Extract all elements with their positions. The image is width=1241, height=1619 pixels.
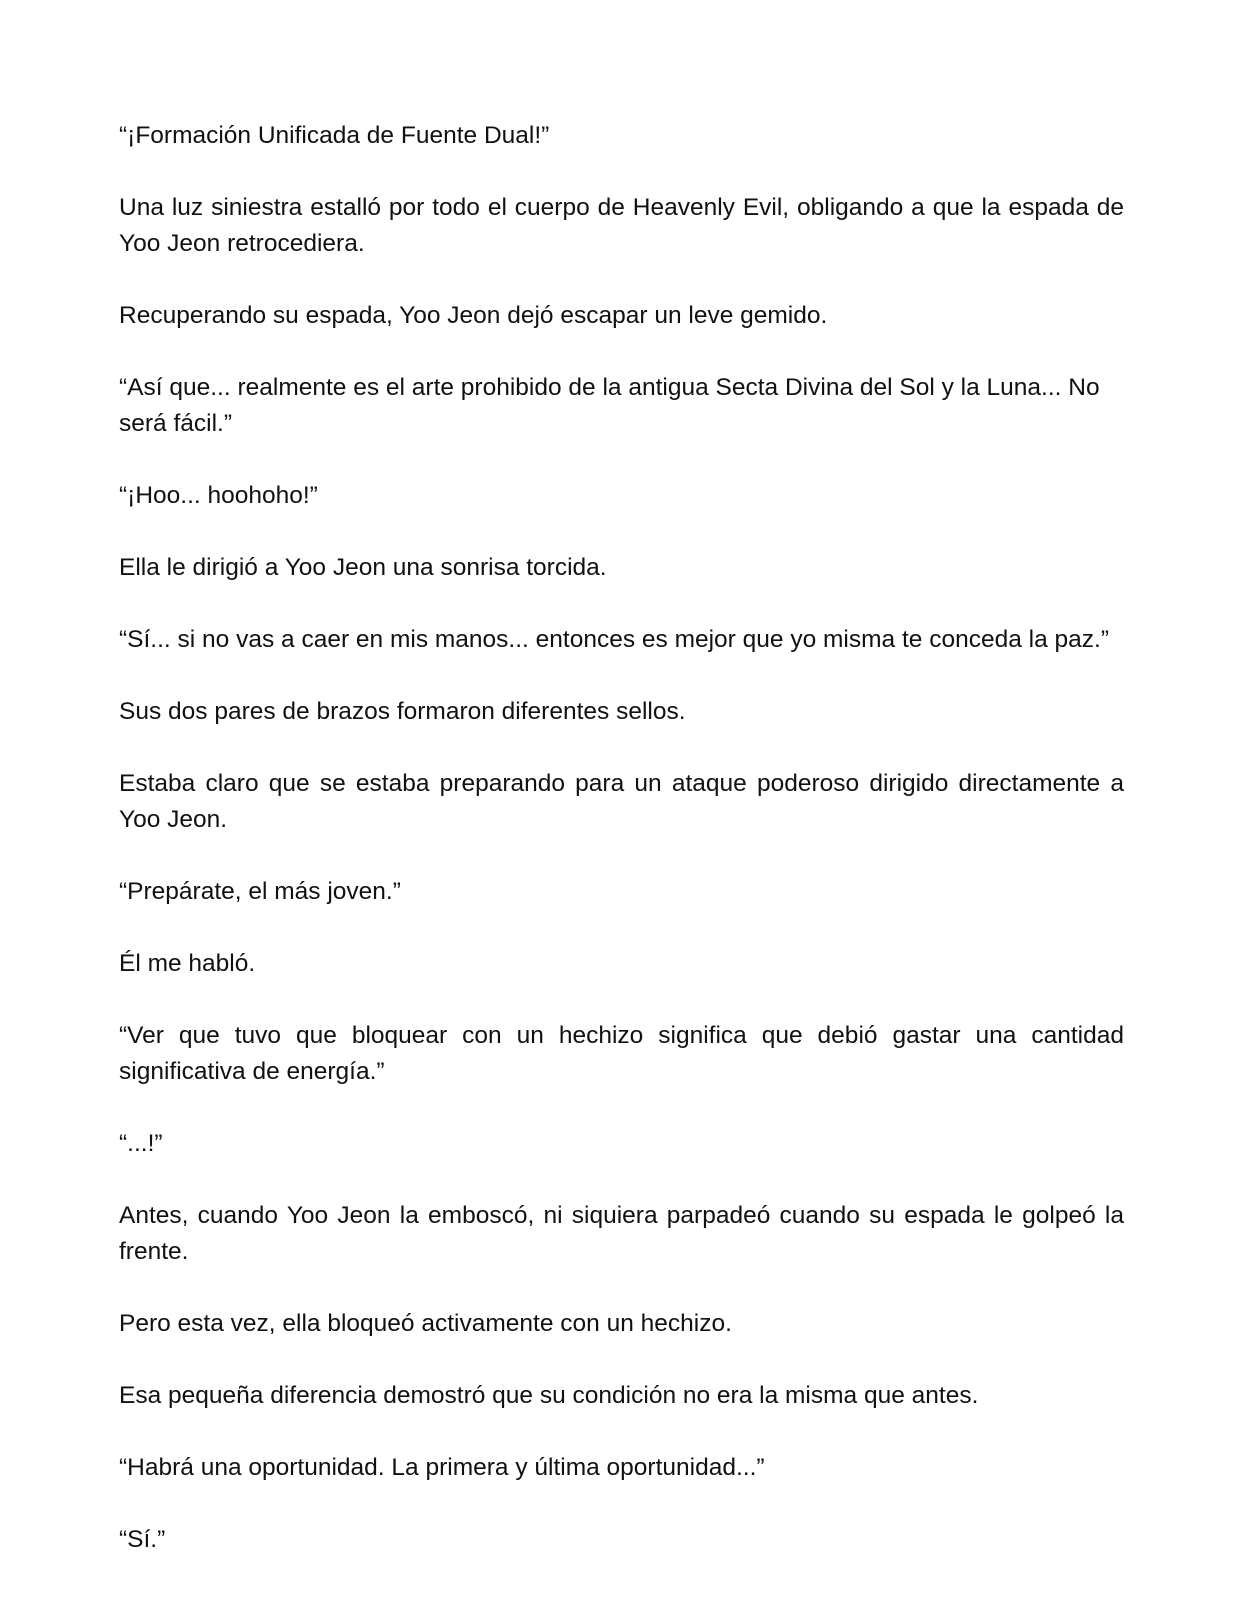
paragraph-12: “Ver que tuvo que bloquear con un hechizo significa que debió gastar una cantidad significativa de energía.”	[119, 1022, 1124, 1085]
paragraph-16: Esa pequeña diferencia demostró que su condición no era la misma que antes.	[119, 1382, 979, 1409]
paragraph-15: Pero esta vez, ella bloqueó activamente con un hechizo.	[119, 1310, 732, 1337]
paragraph-1: “¡Formación Unificada de Fuente Dual!”	[119, 122, 550, 149]
paragraph-2: Una luz siniestra estalló por todo el cuerpo de Heavenly Evil, obligando a que la espada de Yoo Jeon retrocediera.	[119, 194, 1124, 257]
paragraph-17: “Habrá una oportunidad. La primera y última oportunidad...”	[119, 1454, 765, 1481]
paragraph-5: “¡Hoo... hoohoho!”	[119, 482, 318, 509]
paragraph-9: Estaba claro que se estaba preparando para un ataque poderoso dirigido directamente a Yoo Jeon.	[119, 770, 1124, 833]
paragraph-11: Él me habló.	[119, 950, 256, 977]
paragraph-10: “Prepárate, el más joven.”	[119, 878, 401, 905]
paragraph-7: “Sí... si no vas a caer en mis manos... entonces es mejor que yo misma te conceda la paz.”	[119, 626, 1109, 653]
paragraph-6: Ella le dirigió a Yoo Jeon una sonrisa torcida.	[119, 554, 607, 581]
document-body	[119, 118, 1124, 1594]
paragraph-14: Antes, cuando Yoo Jeon la emboscó, ni siquiera parpadeó cuando su espada le golpeó la frente.	[119, 1202, 1124, 1265]
paragraph-18: “Sí.”	[119, 1526, 166, 1553]
paragraph-4: “Así que... realmente es el arte prohibido de la antigua Secta Divina del Sol y la Luna... No será fácil.”	[119, 374, 1100, 437]
paragraph-13: “...!”	[119, 1130, 163, 1157]
paragraph-3: Recuperando su espada, Yoo Jeon dejó escapar un leve gemido.	[119, 302, 828, 329]
paragraph-8: Sus dos pares de brazos formaron diferentes sellos.	[119, 698, 686, 725]
